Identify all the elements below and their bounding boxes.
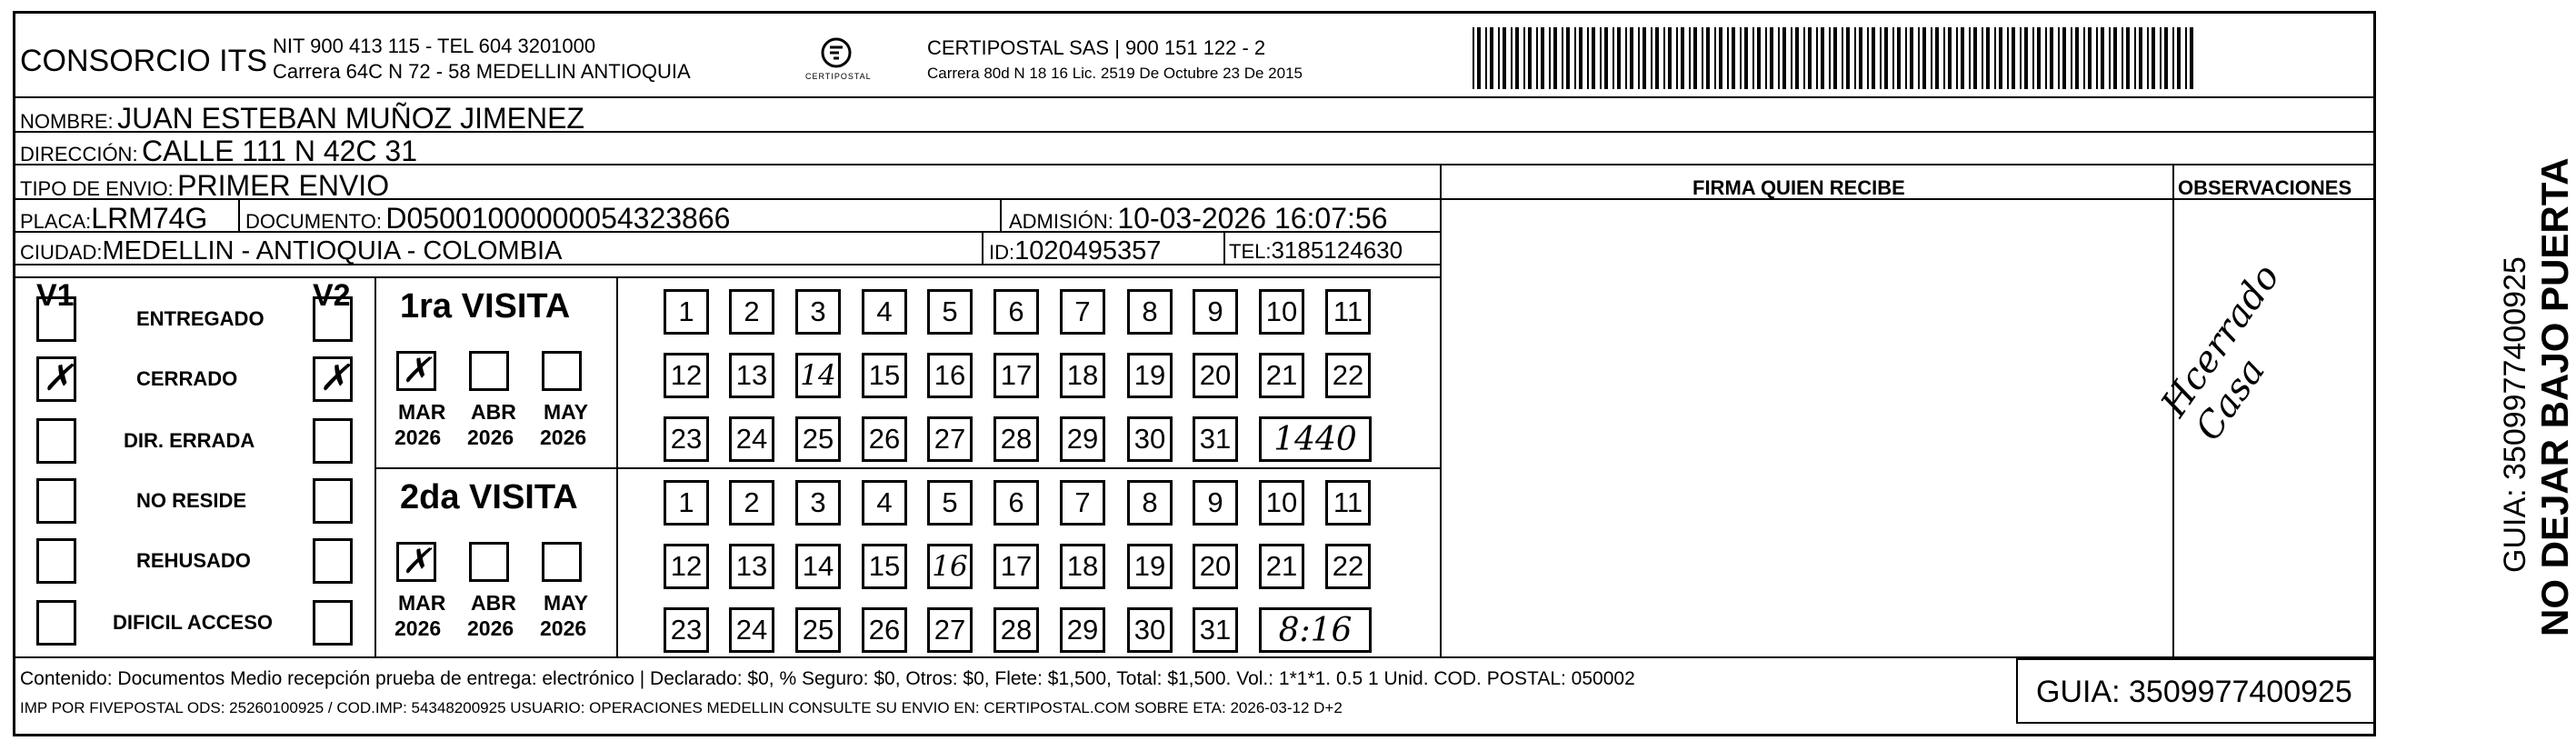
barcode-bar bbox=[1528, 27, 1532, 89]
day-box[interactable]: 19 bbox=[1127, 544, 1173, 589]
barcode-bar bbox=[1562, 27, 1563, 89]
day-box[interactable]: 23 bbox=[664, 416, 709, 462]
barcode-bar bbox=[2024, 27, 2028, 89]
barcode-bar bbox=[2134, 27, 2136, 89]
month-label: MAR bbox=[398, 400, 446, 424]
day-box[interactable]: 10 bbox=[1259, 480, 1304, 526]
ciudad-label: CIUDAD: bbox=[20, 241, 103, 264]
v1-checkbox[interactable] bbox=[36, 418, 76, 464]
day-box[interactable]: 24 bbox=[729, 607, 774, 653]
company-name: CONSORCIO ITS bbox=[20, 44, 268, 78]
day-box[interactable]: 21 bbox=[1259, 353, 1304, 398]
day-box[interactable]: 24 bbox=[729, 416, 774, 462]
year-label: 2026 bbox=[467, 616, 514, 640]
status-label: DIR. ERRADA bbox=[124, 429, 255, 452]
documento-label: DOCUMENTO: bbox=[245, 210, 382, 233]
day-box[interactable]: 2 bbox=[729, 289, 774, 335]
barcode-bar bbox=[1778, 27, 1780, 89]
barcode-bar bbox=[1732, 27, 1735, 89]
v2-checkbox[interactable] bbox=[313, 296, 353, 342]
day-box[interactable]: 6 bbox=[993, 289, 1039, 335]
day-box[interactable]: 1 bbox=[664, 480, 709, 526]
day-box[interactable]: 27 bbox=[927, 416, 973, 462]
barcode-bar bbox=[2109, 27, 2111, 89]
day-box[interactable]: 31 bbox=[1193, 607, 1238, 653]
barcode-bar bbox=[1511, 27, 1513, 89]
barcode-bar bbox=[2139, 27, 2142, 89]
firma-area[interactable] bbox=[1442, 200, 2171, 655]
day-box[interactable]: 13 bbox=[729, 353, 774, 398]
day-box[interactable]: 5 bbox=[927, 480, 973, 526]
barcode-bar bbox=[1884, 27, 1888, 89]
barcode-bar bbox=[2012, 27, 2015, 89]
year-label: 2026 bbox=[540, 426, 587, 449]
day-box[interactable]: 11 bbox=[1325, 289, 1371, 335]
barcode-bar bbox=[1816, 27, 1818, 89]
v2-checkbox[interactable] bbox=[313, 356, 353, 402]
barcode-bar bbox=[1689, 27, 1691, 89]
v1-checkbox[interactable] bbox=[36, 538, 76, 584]
day-box[interactable]: 29 bbox=[1060, 607, 1105, 653]
barcode-bar bbox=[2172, 27, 2174, 89]
barcode-bar bbox=[1740, 27, 1742, 89]
barcode-bar bbox=[1630, 27, 1633, 89]
check-mark-icon: ✗ bbox=[319, 357, 350, 399]
recipient-name: JUAN ESTEBAN MUÑOZ JIMENEZ bbox=[117, 102, 584, 135]
barcode-bar bbox=[1872, 27, 1875, 89]
barcode-bar bbox=[1969, 27, 1971, 89]
barcode-bar bbox=[1897, 27, 1901, 89]
barcode-bar bbox=[1600, 27, 1602, 89]
barcode-bar bbox=[1961, 27, 1964, 89]
barcode-bar bbox=[1574, 27, 1576, 89]
barcode-bar bbox=[2075, 27, 2079, 89]
barcode-bar bbox=[1566, 27, 1570, 89]
status-label: DIFICIL ACCESO bbox=[113, 611, 274, 634]
barcode-bar bbox=[1490, 27, 1493, 89]
barcode-bar bbox=[1808, 27, 1812, 89]
barcode-bar bbox=[1668, 27, 1672, 89]
month-label: MAR bbox=[398, 591, 446, 615]
day-box[interactable]: 17 bbox=[993, 353, 1039, 398]
barcode-bar bbox=[1765, 27, 1767, 89]
day-box[interactable]: 4 bbox=[862, 289, 907, 335]
barcode-bar bbox=[2122, 27, 2123, 89]
day-box[interactable]: 6 bbox=[993, 480, 1039, 526]
day-box[interactable]: 28 bbox=[993, 607, 1039, 653]
check-mark-icon: ✗ bbox=[43, 357, 74, 399]
v1-label: V1 bbox=[36, 278, 75, 313]
barcode-bar bbox=[1821, 27, 1824, 89]
barcode-bar bbox=[1910, 27, 1913, 89]
placa-value: LRM74G bbox=[91, 202, 208, 235]
barcode-bar bbox=[1842, 27, 1843, 89]
footer-guia: GUIA: 3509977400925 bbox=[2036, 675, 2352, 709]
barcode-bar bbox=[1485, 27, 1487, 89]
status-label: REHUSADO bbox=[136, 549, 251, 572]
day-box[interactable]: 13 bbox=[729, 544, 774, 589]
barcode-bar bbox=[1503, 27, 1506, 89]
barcode-bar bbox=[1931, 27, 1932, 89]
barcode-bar bbox=[1642, 27, 1646, 89]
barcode-bar bbox=[2185, 27, 2187, 89]
check-mark-icon: ✗ bbox=[402, 541, 431, 581]
day-box[interactable]: 7 bbox=[1060, 480, 1105, 526]
observation-note: Hcerrado Casa bbox=[2152, 256, 2289, 449]
tel-label: TEL: bbox=[1229, 240, 1272, 263]
day-box[interactable]: 27 bbox=[927, 607, 973, 653]
day-box[interactable]: 4 bbox=[862, 480, 907, 526]
barcode-bar bbox=[1541, 27, 1544, 89]
footer-imp: IMP POR FIVEPOSTAL ODS: 25260100925 / COD.IMP: 54348200925 USUARIO: OPERACIONES MEDELLIN CONSULTE SU ENVIO EN: CERTIPOSTAL.COM SOBRE ETA: 2026-03-12 D+2 bbox=[20, 699, 1343, 716]
nombre-label: NOMBRE: bbox=[20, 110, 114, 133]
barcode-bar bbox=[2045, 27, 2047, 89]
tipo-envio: PRIMER ENVIO bbox=[177, 169, 390, 202]
barcode-bar bbox=[2152, 27, 2155, 89]
barcode-bar bbox=[1956, 27, 1958, 89]
day-box[interactable]: 9 bbox=[1193, 289, 1238, 335]
day-box[interactable]: 7 bbox=[1060, 289, 1105, 335]
v1-checkbox[interactable] bbox=[36, 356, 76, 402]
barcode-bar bbox=[1973, 27, 1977, 89]
barcode-bar bbox=[1905, 27, 1907, 89]
barcode-bar bbox=[1676, 27, 1678, 89]
time-box[interactable]: 8:16 bbox=[1259, 607, 1372, 653]
barcode-bar bbox=[2007, 27, 2009, 89]
month-label: MAY bbox=[544, 591, 588, 615]
barcode-bar bbox=[2037, 27, 2041, 89]
barcode-bar bbox=[1994, 27, 1996, 89]
month-checkbox[interactable] bbox=[396, 351, 436, 391]
day-box[interactable]: 26 bbox=[862, 416, 907, 462]
month-checkbox[interactable] bbox=[469, 351, 509, 391]
day-box[interactable]: 31 bbox=[1193, 416, 1238, 462]
barcode-bar bbox=[2058, 27, 2060, 89]
month-label: MAY bbox=[544, 400, 588, 424]
admision-label: ADMISIÓN: bbox=[1009, 210, 1113, 233]
barcode-bar bbox=[1587, 27, 1589, 89]
day-box[interactable]: 20 bbox=[1193, 353, 1238, 398]
footer-content: Contenido: Documentos Medio recepción prueba de entrega: electrónico | Declarado: $0, % Seguro: $0, Otros: $0, Flete: $1,500, Total: $1,500. Vol.: 1*1*1. 0.5 1 Unid. COD. POSTAL: 050002 bbox=[20, 668, 1635, 689]
day-box[interactable]: 20 bbox=[1193, 544, 1238, 589]
barcode-bar bbox=[1846, 27, 1850, 89]
barcode-bar bbox=[1638, 27, 1640, 89]
barcode-bar bbox=[2062, 27, 2066, 89]
check-mark-icon: ✗ bbox=[402, 350, 431, 390]
barcode-bar bbox=[1592, 27, 1595, 89]
recipient-address: CALLE 111 N 42C 31 bbox=[142, 135, 418, 167]
barcode-bar bbox=[1918, 27, 1920, 89]
barcode-bar bbox=[1681, 27, 1684, 89]
barcode-bar bbox=[2164, 27, 2168, 89]
day-box[interactable]: 16 bbox=[927, 544, 973, 589]
day-box[interactable]: 21 bbox=[1259, 544, 1304, 589]
barcode-bar bbox=[2190, 27, 2193, 89]
barcode-bar bbox=[1579, 27, 1583, 89]
barcode-bar bbox=[2177, 27, 2181, 89]
ciudad-value: MEDELLIN - ANTIOQUIA - COLOMBIA bbox=[102, 236, 563, 265]
day-box[interactable]: 18 bbox=[1060, 544, 1105, 589]
day-box[interactable]: 9 bbox=[1193, 480, 1238, 526]
barcode-bar bbox=[1943, 27, 1945, 89]
barcode-bar bbox=[2113, 27, 2117, 89]
day-box[interactable]: 12 bbox=[664, 353, 709, 398]
barcode-bar bbox=[1523, 27, 1525, 89]
tel-value: 3185124630 bbox=[1271, 236, 1403, 264]
month-checkbox[interactable] bbox=[469, 542, 509, 582]
day-box[interactable]: 8 bbox=[1127, 289, 1173, 335]
barcode-bar bbox=[1795, 27, 1799, 89]
day-box[interactable]: 23 bbox=[664, 607, 709, 653]
v1-checkbox[interactable] bbox=[36, 296, 76, 342]
v1-checkbox[interactable] bbox=[36, 478, 76, 524]
month-label: ABR bbox=[471, 400, 516, 424]
month-checkbox[interactable] bbox=[542, 351, 582, 391]
day-box[interactable]: 14 bbox=[795, 544, 841, 589]
barcode-bar bbox=[1829, 27, 1831, 89]
id-label: ID: bbox=[989, 241, 1015, 264]
barcode-bar bbox=[1770, 27, 1773, 89]
day-box[interactable]: 18 bbox=[1060, 353, 1105, 398]
barcode-bar bbox=[1791, 27, 1792, 89]
barcode-bar bbox=[1752, 27, 1754, 89]
barcode-bar bbox=[1663, 27, 1665, 89]
logo-text: CERTIPOSTAL bbox=[805, 72, 872, 81]
barcode-bar bbox=[2096, 27, 2098, 89]
barcode-bar bbox=[1982, 27, 1983, 89]
barcode-bar bbox=[1651, 27, 1652, 89]
barcode-bar bbox=[1625, 27, 1627, 89]
year-label: 2026 bbox=[467, 426, 514, 449]
barcode-bar bbox=[1948, 27, 1952, 89]
barcode-bar bbox=[2071, 27, 2072, 89]
status-label: CERRADO bbox=[136, 367, 238, 390]
barcode-bar bbox=[2050, 27, 2053, 89]
barcode-bar bbox=[1757, 27, 1761, 89]
barcode-bar bbox=[1854, 27, 1856, 89]
month-label: ABR bbox=[471, 591, 516, 615]
v2-checkbox[interactable] bbox=[313, 478, 353, 524]
v2-checkbox[interactable] bbox=[313, 418, 353, 464]
day-box[interactable]: 12 bbox=[664, 544, 709, 589]
year-label: 2026 bbox=[394, 616, 442, 640]
barcode-bar bbox=[1498, 27, 1500, 89]
day-box[interactable]: 2 bbox=[729, 480, 774, 526]
placa-label: PLACA: bbox=[20, 210, 92, 233]
time-box[interactable]: 1440 bbox=[1259, 416, 1372, 462]
barcode-bar bbox=[1803, 27, 1805, 89]
barcode-bar bbox=[1553, 27, 1557, 89]
admision-value: 10-03-2026 16:07:56 bbox=[1117, 202, 1388, 235]
barcode-bar bbox=[1833, 27, 1837, 89]
v2-checkbox[interactable] bbox=[313, 600, 353, 646]
tipo-envio-label: TIPO DE ENVIO: bbox=[20, 177, 174, 200]
direccion-label: DIRECCIÓN: bbox=[20, 143, 138, 165]
barcode-bar bbox=[1617, 27, 1621, 89]
barcode-bar bbox=[1655, 27, 1659, 89]
company-nit: NIT 900 413 115 - TEL 604 3201000 bbox=[273, 35, 596, 57]
barcode-bar bbox=[1892, 27, 1894, 89]
day-box[interactable]: 15 bbox=[862, 544, 907, 589]
carrier-address: Carrera 80d N 18 16 Lic. 2519 De Octubre 23 De 2015 bbox=[927, 65, 1303, 82]
day-box[interactable]: 5 bbox=[927, 289, 973, 335]
day-box[interactable]: 8 bbox=[1127, 480, 1173, 526]
barcode-bar bbox=[1867, 27, 1869, 89]
day-box[interactable]: 1 bbox=[664, 289, 709, 335]
barcode-bar bbox=[1612, 27, 1614, 89]
visit-title: 1ra VISITA bbox=[400, 287, 571, 325]
year-label: 2026 bbox=[540, 616, 587, 640]
v2-checkbox[interactable] bbox=[313, 538, 353, 584]
barcode-bar bbox=[1536, 27, 1538, 89]
certipostal-logo bbox=[800, 35, 873, 89]
day-box[interactable]: 10 bbox=[1259, 289, 1304, 335]
month-checkbox[interactable] bbox=[396, 542, 436, 582]
barcode-bar bbox=[1986, 27, 1990, 89]
barcode-bar bbox=[1693, 27, 1697, 89]
barcode-bar bbox=[1880, 27, 1882, 89]
firma-header: FIRMA QUIEN RECIBE bbox=[1692, 176, 1905, 199]
barcode-bar bbox=[2020, 27, 2022, 89]
v2-label: V2 bbox=[313, 278, 351, 313]
day-box[interactable]: 15 bbox=[862, 353, 907, 398]
barcode-bar bbox=[1702, 27, 1703, 89]
day-box[interactable]: 30 bbox=[1127, 416, 1173, 462]
barcode-bar bbox=[2083, 27, 2085, 89]
day-box[interactable]: 25 bbox=[795, 416, 841, 462]
year-label: 2026 bbox=[394, 426, 442, 449]
barcode-bar bbox=[1706, 27, 1710, 89]
barcode-bar bbox=[2088, 27, 2092, 89]
barcode-bar bbox=[1859, 27, 1862, 89]
day-box[interactable]: 16 bbox=[927, 353, 973, 398]
barcode-bar bbox=[1935, 27, 1939, 89]
day-box[interactable]: 26 bbox=[862, 607, 907, 653]
barcode-bar bbox=[1727, 27, 1729, 89]
barcode-bar bbox=[2160, 27, 2162, 89]
barcode-bar bbox=[2126, 27, 2130, 89]
barcode-bar bbox=[1515, 27, 1519, 89]
day-box[interactable]: 3 bbox=[795, 480, 841, 526]
carrier-name: CERTIPOSTAL SAS | 900 151 122 - 2 bbox=[927, 36, 1266, 59]
v1-checkbox[interactable] bbox=[36, 600, 76, 646]
barcode-bar bbox=[1714, 27, 1716, 89]
day-box[interactable]: 17 bbox=[993, 544, 1039, 589]
day-box[interactable]: 3 bbox=[795, 289, 841, 335]
barcode-bar bbox=[1719, 27, 1722, 89]
barcode-bar bbox=[2147, 27, 2149, 89]
day-box[interactable]: 14 bbox=[795, 353, 841, 398]
barcode-bar bbox=[1782, 27, 1786, 89]
barcode bbox=[1473, 27, 2200, 91]
barcode-bar bbox=[2032, 27, 2034, 89]
barcode-bar bbox=[1473, 27, 1474, 89]
company-address: Carrera 64C N 72 - 58 MEDELLIN ANTIOQUIA bbox=[273, 60, 691, 83]
barcode-bar bbox=[1604, 27, 1608, 89]
day-box[interactable]: 29 bbox=[1060, 416, 1105, 462]
day-box[interactable]: 25 bbox=[795, 607, 841, 653]
observaciones-header: OBSERVACIONES bbox=[2178, 176, 2352, 199]
barcode-bar bbox=[1999, 27, 2002, 89]
month-checkbox[interactable] bbox=[542, 542, 582, 582]
visit-title: 2da VISITA bbox=[400, 478, 578, 516]
side-guia: GUIA: 3509977400925 bbox=[2498, 256, 2532, 573]
day-box[interactable]: 19 bbox=[1127, 353, 1173, 398]
day-box[interactable]: 11 bbox=[1325, 480, 1371, 526]
barcode-bar bbox=[1549, 27, 1551, 89]
day-box[interactable]: 28 bbox=[993, 416, 1039, 462]
id-value: 1020495357 bbox=[1014, 236, 1162, 265]
status-label: NO RESIDE bbox=[136, 489, 247, 512]
no-dejar-warning: NO DEJAR BAJO PUERTA bbox=[2533, 157, 2576, 636]
barcode-bar bbox=[1477, 27, 1481, 89]
status-label: ENTREGADO bbox=[136, 307, 265, 330]
documento-value: D05001000000054323866 bbox=[385, 202, 731, 235]
day-box[interactable]: 22 bbox=[1325, 544, 1371, 589]
day-box[interactable]: 22 bbox=[1325, 353, 1371, 398]
barcode-bar bbox=[1744, 27, 1748, 89]
barcode-bar bbox=[1922, 27, 1926, 89]
day-box[interactable]: 30 bbox=[1127, 607, 1173, 653]
barcode-bar bbox=[2101, 27, 2104, 89]
